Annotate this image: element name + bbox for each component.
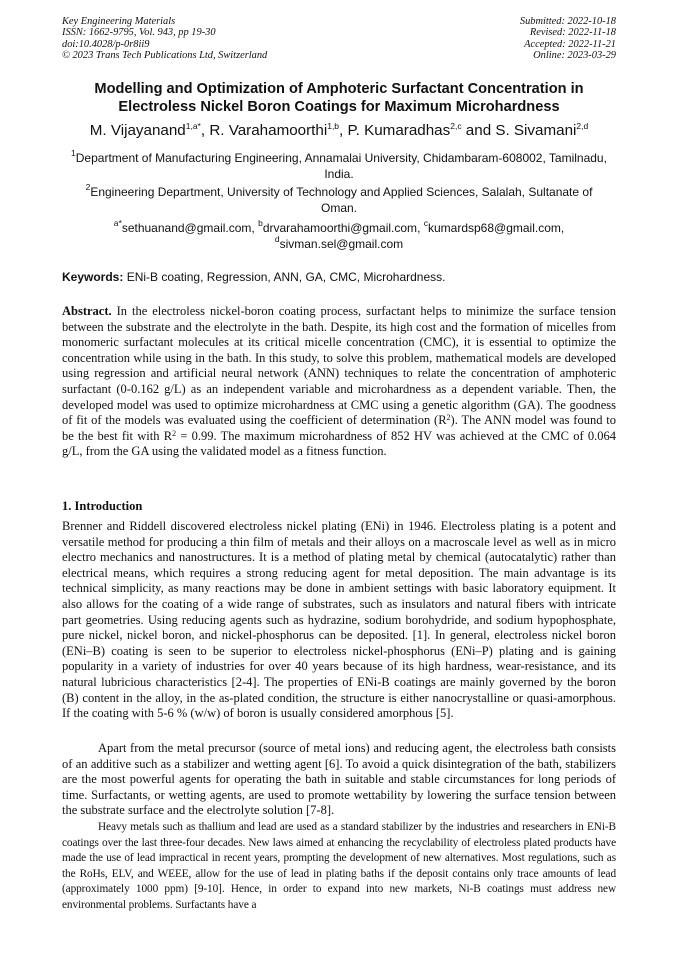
copyright-line: © 2023 Trans Tech Publications Ltd, Switzerland — [62, 49, 268, 61]
dates-header — [520, 16, 616, 61]
email[interactable]: $^{a*}$sethuanand@gmail.com — [113, 218, 252, 235]
affiliation-2: $^2$Engineering Department, University of Technology and Applied Sciences, Salalah, Sultanate of Oman. — [85, 182, 593, 215]
journal-info-header — [62, 16, 267, 61]
keywords-label: Keywords: — [62, 270, 124, 284]
intro-paragraph: Heavy metals such as thallium and lead are used as a standard stabilizer by the industries and researchers in ENi-B coatings over the last three-four decades. New laws aimed at enhancing the recyclability of electroless plated products have made the use of lead impractical in recent years, prompting the development of new alternatives. Most regulations, such as the RoHs, ELV, and WEEE, allow for the use of lead in plating baths if the deposit contains only trace amounts of lead (approximately 1000 ppm) [9-10]. Hence, in order to expand into new markets, Ni-B coatings must address new environmental problems. Surfactants have a — [62, 821, 616, 911]
keywords-list: ENi-B coating, Regression, ANN, GA, CMC, Microhardness. — [126, 270, 446, 284]
revised-date: Revised: 2022-11-18 — [529, 27, 616, 39]
abstract-label: Abstract. — [62, 304, 112, 318]
intro-paragraph: Apart from the metal precursor (source of metal ions) and reducing agent, the electroless bath consists of an additive such as a stabilizer and wetting agent [6]. To avoid a quick disintegration of the bath, stabilizers are the most powerful agents for operating the bath in suitable and stable circumstances for long periods of time. Surfactants, or wetting agents, are used to promote wettability by lowering the surface tension between the substrate surface and the electrolyte solution [7-8]. — [62, 741, 616, 818]
journal-name: Key Engineering Materials — [62, 16, 176, 27]
journal-doi[interactable]: doi:10.4028/p-0r8ii9 — [62, 38, 150, 50]
online-date: Online: 2023-03-29 — [533, 49, 616, 61]
author: R. Varahamoorthi$^{1,b}$, — [209, 121, 348, 139]
intro-paragraph: Brenner and Riddell discovered electroless nickel plating (ENi) in 1946. Electroless plating is a potent and versatile method for producing a thin film of metals and their alloys on a macroscale level as well as in micro electro mechanics and nanostructures. It is a method of plating metal by chemical (autocatalytic) rather than electrical means, which requires a strong reducing agent for metal deposition. The main advantage is its technical simplicity, as many reactions may be done in ambient settings with basic laboratory equipment. It also allows for the coating of a wide range of substrates, such as insulators and natural fibers with intricate part geometries. Using reducing agents such as hydrazine, sodium borohydride, and sodium hypophosphate, pure nickel, nickel boron, and nickel-phosphorus can be deposited. [1]. In general, electroless nickel boron (ENi–B) coating is seen to be superior to electroless nickel-phosphorus (ENi–P) plating and is gaining popularity in a variety of industries for over 40 years because of its high hardness, wear-resistance, and its natural lubricious characteristics [2-4]. The properties of ENi-B coatings are mainly governed by the boron (B) content in the alloy, in the as-plated condition, the structure is either nanocrystalline or quasi-amorphous. If the coating with 5-6 % (w/w) of boron is usually considered amorphous [5]. — [62, 519, 616, 721]
author-list — [40, 121, 638, 141]
author: S. Sivamani$^{2,d}$ — [495, 121, 589, 139]
author-emails: $^{a*}$sethuanand@gmail.com, $^b$drvarahamoorthi@gmail.com, $^c$kumardsp68@gmail.com, $^d$sivman.sel@gmail.com — [113, 218, 565, 251]
keywords — [62, 269, 616, 285]
accepted-date: Accepted: 2022-11-21 — [524, 38, 616, 50]
section-heading-introduction: 1. Introduction — [62, 499, 143, 513]
paper-title: Modelling and Optimization of Amphoteric Surfactant Concentration in Electroless Nickel Boron Coatings for Maximum Microhardness — [94, 81, 584, 115]
author: P. Kumaradhas$^{2,c}$ and — [347, 121, 496, 139]
email[interactable]: $^c$kumardsp68@gmail.com — [423, 218, 561, 235]
journal-issn: ISSN: 1662-9795, Vol. 943, pp 19-30 — [62, 27, 216, 39]
email[interactable]: $^d$sivman.sel@gmail.com — [274, 234, 404, 251]
affiliation-1: $^1$Department of Manufacturing Engineering, Annamalai University, Chidambaram-608002, Tamilnadu, India. — [71, 148, 607, 181]
submitted-date: Submitted: 2022-10-18 — [519, 16, 616, 27]
email[interactable]: $^b$drvarahamoorthi@gmail.com — [258, 218, 418, 235]
author: M. Vijayanand$^{1,a*}$, — [89, 121, 210, 139]
abstract: Abstract. In the electroless nickel-boron coating process, surfactant helps to minimize the surface tension between the substrate and the electrolyte in the bath. Despite, its high cost and the formation of micelles from monomeric surfactant molecules at its critical micelle concentration (CMC), it is essential to optimize the concentration while using in the bath. In this study, to solve this problem, mathematical models are developed using regression and artificial neural network (ANN) techniques to relate the concentration of amphoteric surfactant (0-0.162 g/L) as an independent variable and microhardness as a dependent variable. Then, the developed model was used to optimize microhardness at CMC using a genetic algorithm (GA). The goodness of fit of the models was evaluated using the coefficient of determination $(R^2)$. The ANN model was found to be the best fit with $R^2 = 0.99$. The maximum microhardness of 852 HV was achieved at the CMC of 0.064 g/L, from the GA using the validated model as a fitness function. — [62, 304, 616, 459]
